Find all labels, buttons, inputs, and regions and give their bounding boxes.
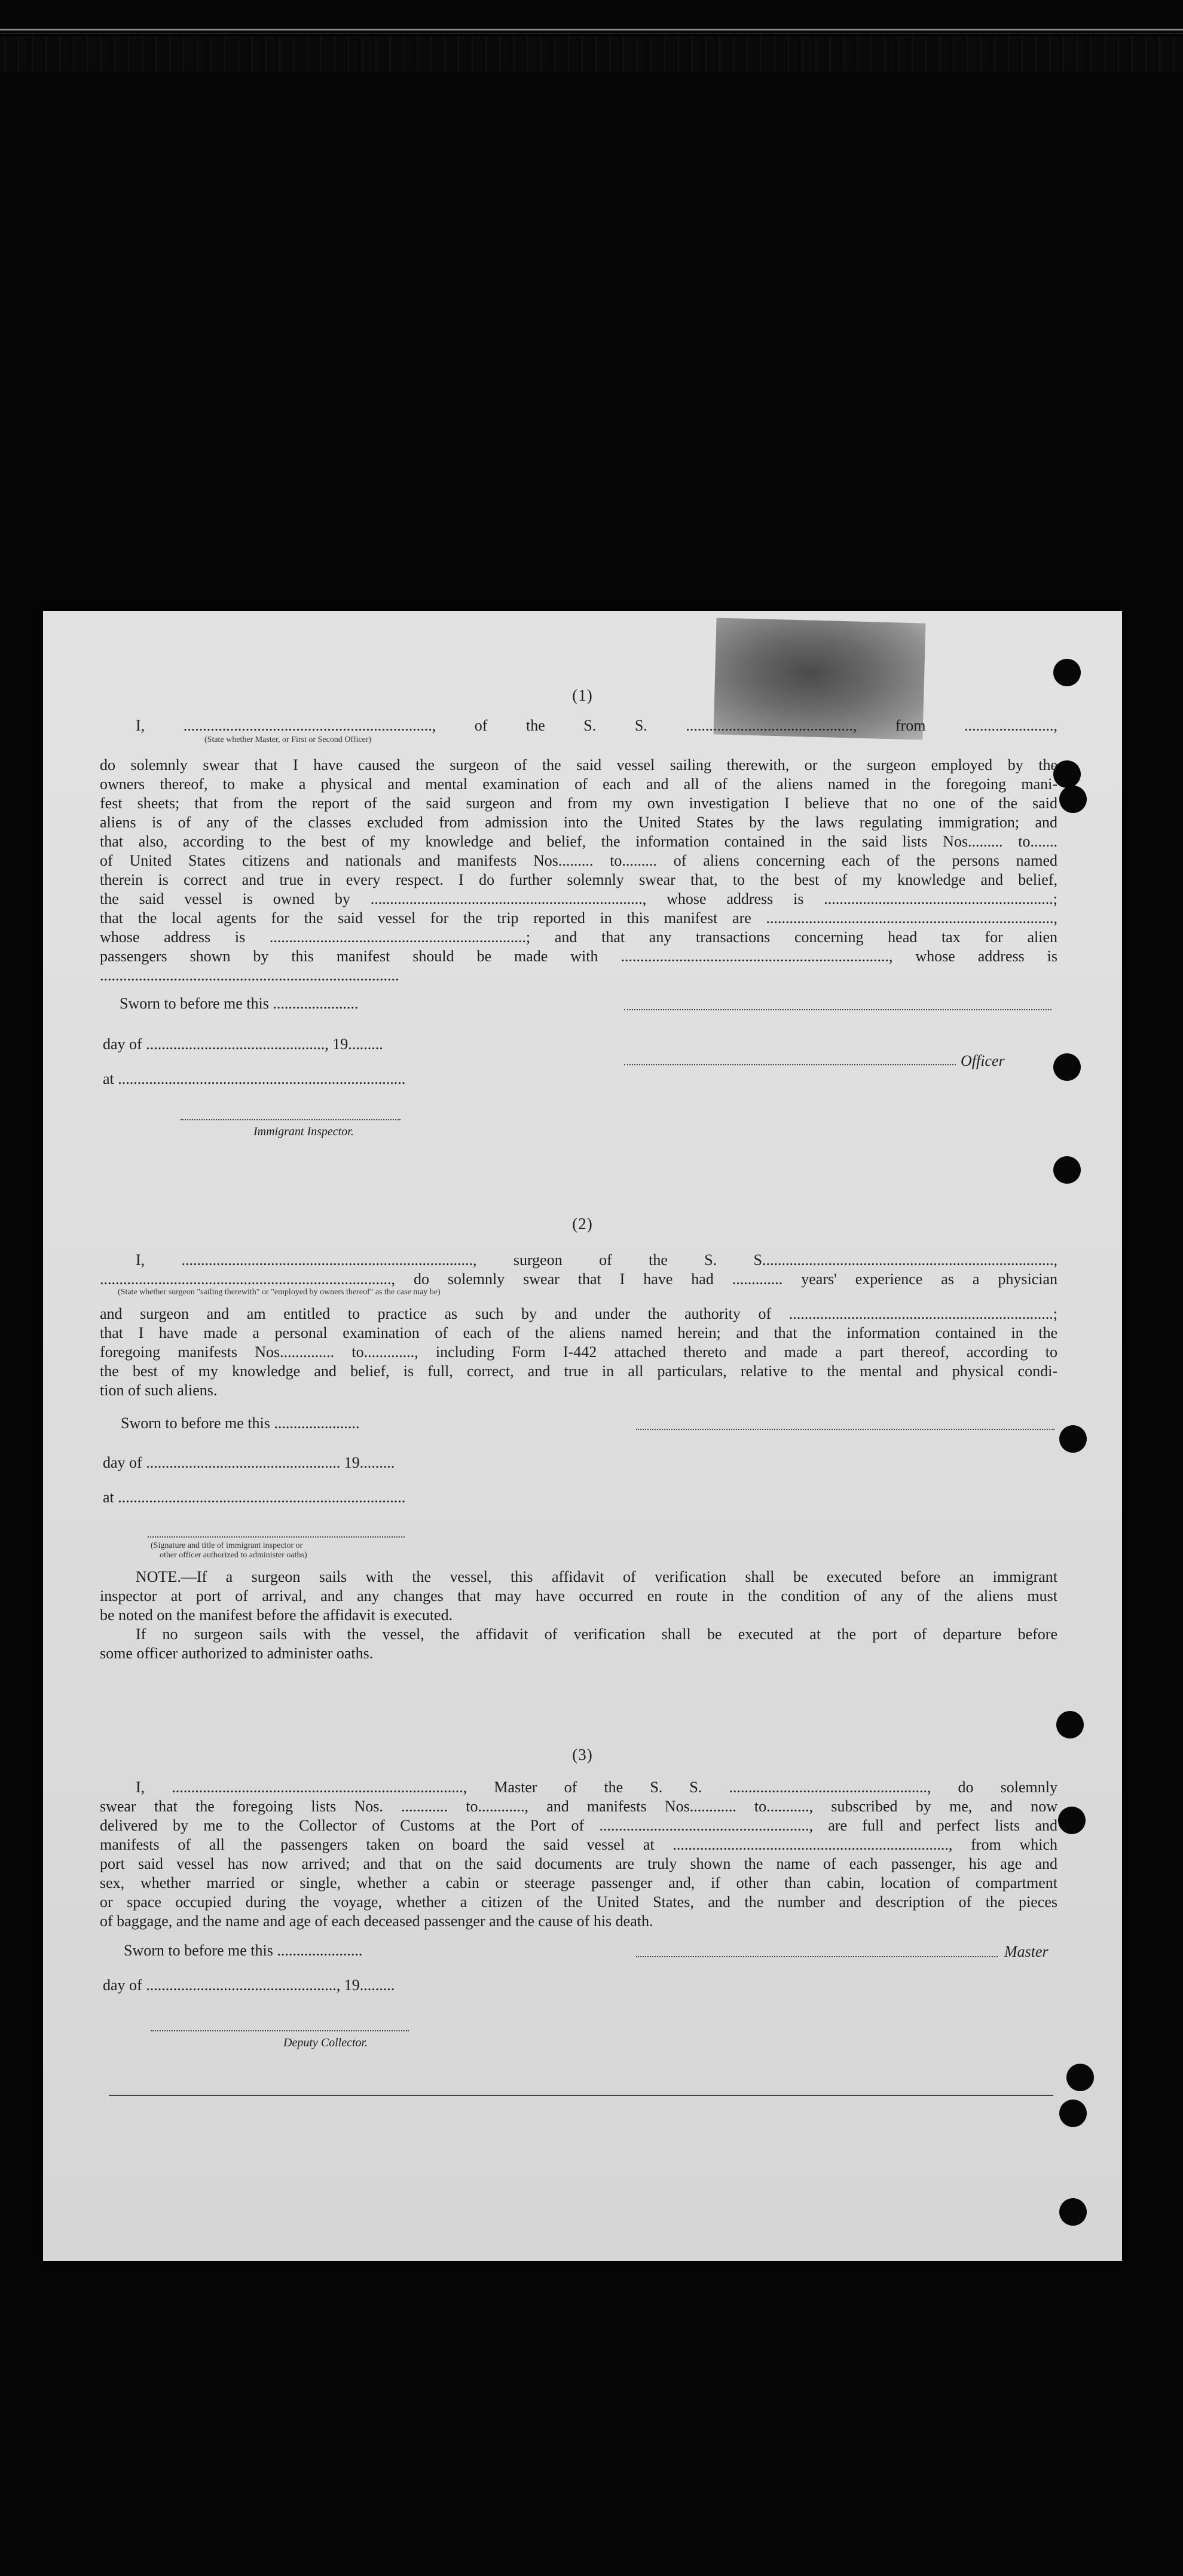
section-2-line: ..........................................................................., do solemnly swear that I have had ............. years' experience as a physician [100, 1270, 1057, 1288]
punch-hole [1056, 1711, 1084, 1738]
section-2-sworn: Sworn to before me this ...................... [121, 1414, 360, 1432]
section-2-caption: (State whether surgeon "sailing therewith" or "employed by owners thereof" as the case may be) [118, 1288, 441, 1297]
immigrant-inspector-signature-line [148, 1536, 405, 1538]
section-1-line: that the local agents for the said vessel for the trip reported in this manifest are .........................................................................., [100, 909, 1057, 927]
note-line: NOTE.—If a surgeon sails with the vessel, this affidavit of verification shall be executed before an immigrant [136, 1568, 1057, 1585]
collector-signature-line [151, 2030, 409, 2031]
inspector-signature-line [181, 1119, 401, 1120]
surgeon-signature-line [636, 1429, 1054, 1430]
section-1-at: at .......................................................................... [103, 1070, 406, 1087]
section-1-line: ............................................................................. [100, 967, 399, 984]
note-line: some officer authorized to administer oaths. [100, 1645, 374, 1662]
section-1-sworn: Sworn to before me this ...................... [120, 995, 359, 1012]
section-1-line: fest sheets; that from the report of the said surgeon and from my own investigation I believe that no one of the said [100, 795, 1057, 812]
section-1-line: that also, according to the best of my knowledge and belief, the information contained in the said lists Nos......... to....... [100, 833, 1057, 850]
section-2-line: the best of my knowledge and belief, is full, correct, and true in all particulars, relative to the mental and physical condi- [100, 1362, 1057, 1380]
film-edge-texture [0, 36, 1183, 72]
section-2-line: tion of such aliens. [100, 1382, 218, 1399]
section-3-line: of baggage, and the name and age of each deceased passenger and the cause of his death. [100, 1912, 653, 1930]
section-1-line: do solemnly swear that I have caused the surgeon of the said vessel sailing therewith, or the surgeon employed by the [100, 756, 1057, 774]
section-3-number: (3) [572, 1746, 593, 1764]
punch-hole [1053, 659, 1081, 686]
section-2-line: and surgeon and am entitled to practice as such by and under the authority of ....................................................................; [100, 1305, 1057, 1322]
manifest-affidavit-sheet [43, 611, 1122, 2261]
section-1-caption: (State whether Master, or First or Second Officer) [204, 735, 372, 744]
section-1-line: of United States citizens and nationals and manifests Nos......... to......... of aliens concerning each of the persons named [100, 852, 1057, 869]
section-1-line: therein is correct and true in every respect. I do further solemnly swear that, to the best of my knowledge and belief, [100, 871, 1057, 888]
section-2-line: foregoing manifests Nos.............. to............., including Form I-442 attached thereto and made a part thereof, according to [100, 1343, 1057, 1361]
section-1-line: I, ................................................................, of the S. S. ..........................................., from ......................., [136, 717, 1057, 734]
punch-hole [1059, 2198, 1087, 2226]
note-line: be noted on the manifest before the affidavit is executed. [100, 1606, 453, 1624]
section-2-number: (2) [572, 1215, 593, 1233]
section-3-line: delivered by me to the Collector of Customs at the Port of ......................................................, are full and perfect lists and [100, 1817, 1057, 1834]
section-1-day: day of .............................................., 19......... [103, 1035, 383, 1053]
section-2-line: that I have made a personal examination of each of the aliens named herein; and that the information contained in the [100, 1324, 1057, 1342]
punch-hole [1058, 1807, 1086, 1834]
officer-signature-line [624, 1064, 956, 1065]
inspector-label: Immigrant Inspector. [253, 1125, 354, 1138]
signature-caption: other officer authorized to administer oaths) [160, 1551, 307, 1560]
punch-hole [1059, 786, 1087, 813]
section-2-line: I, ..........................................................................., surgeon of the S. S..........................................................................., [136, 1251, 1057, 1269]
section-3-day: day of ................................................., 19......... [103, 1976, 395, 1994]
collector-label: Deputy Collector. [283, 2036, 368, 2049]
section-1-line: passengers shown by this manifest should be made with ....................................................................., whose address is [100, 948, 1057, 965]
section-3-line: manifests of all the passengers taken on board the said vessel at ......................................................................., from which [100, 1836, 1057, 1853]
section-2-day: day of .................................................. 19......... [103, 1454, 395, 1471]
section-1-line: aliens is of any of the classes excluded from admission into the United States by the laws regulating immigration; and [100, 814, 1057, 831]
punch-hole [1053, 1053, 1081, 1081]
section-3-sworn: Sworn to before me this ...................... [124, 1942, 363, 1959]
section-1-line: the said vessel is owned by ......................................................................, whose address is ...........................................................; [100, 890, 1057, 907]
section-3-line: swear that the foregoing lists Nos. ............ to............, and manifests Nos............ to..........., subscribed by me, and now [100, 1798, 1057, 1815]
film-edge-line-secondary [0, 33, 1183, 34]
section-3-line: I, ..........................................................................., Master of the S. S. ..................................................., do solemnly [136, 1779, 1057, 1796]
bottom-rule [109, 2095, 1053, 2096]
master-label: Master [1004, 1943, 1049, 1960]
punch-hole [1066, 2064, 1094, 2091]
section-1-line: whose address is ..................................................................; and that any transactions concerning head tax for alien [100, 928, 1057, 946]
section-1-number: (1) [572, 686, 593, 704]
section-1-line: owners thereof, to make a physical and mental examination of each and all of the aliens named in the foregoing mani- [100, 775, 1057, 793]
signature-line [624, 1009, 1051, 1010]
section-3-line: sex, whether married or single, whether a cabin or steerage passenger and, if other than cabin, location of compartment [100, 1874, 1057, 1891]
film-edge-line [0, 29, 1183, 30]
section-2-at: at .......................................................................... [103, 1489, 406, 1506]
signature-caption: (Signature and title of immigrant inspector or [151, 1541, 303, 1550]
master-signature-line [636, 1956, 998, 1957]
punch-hole [1059, 1425, 1087, 1453]
note-line: inspector at port of arrival, and any changes that may have occurred en route in the condition of any of the aliens must [100, 1587, 1057, 1605]
punch-hole [1053, 1156, 1081, 1184]
section-3-line: or space occupied during the voyage, whether a citizen of the United States, and the number and description of the pieces [100, 1893, 1057, 1911]
punch-hole [1059, 2100, 1087, 2127]
section-3-line: port said vessel has now arrived; and that on the said documents are truly shown the name of each passenger, his age and [100, 1855, 1057, 1872]
note-line: If no surgeon sails with the vessel, the affidavit of verification shall be executed at the port of departure before [136, 1625, 1057, 1643]
officer-label: Officer [961, 1052, 1005, 1069]
